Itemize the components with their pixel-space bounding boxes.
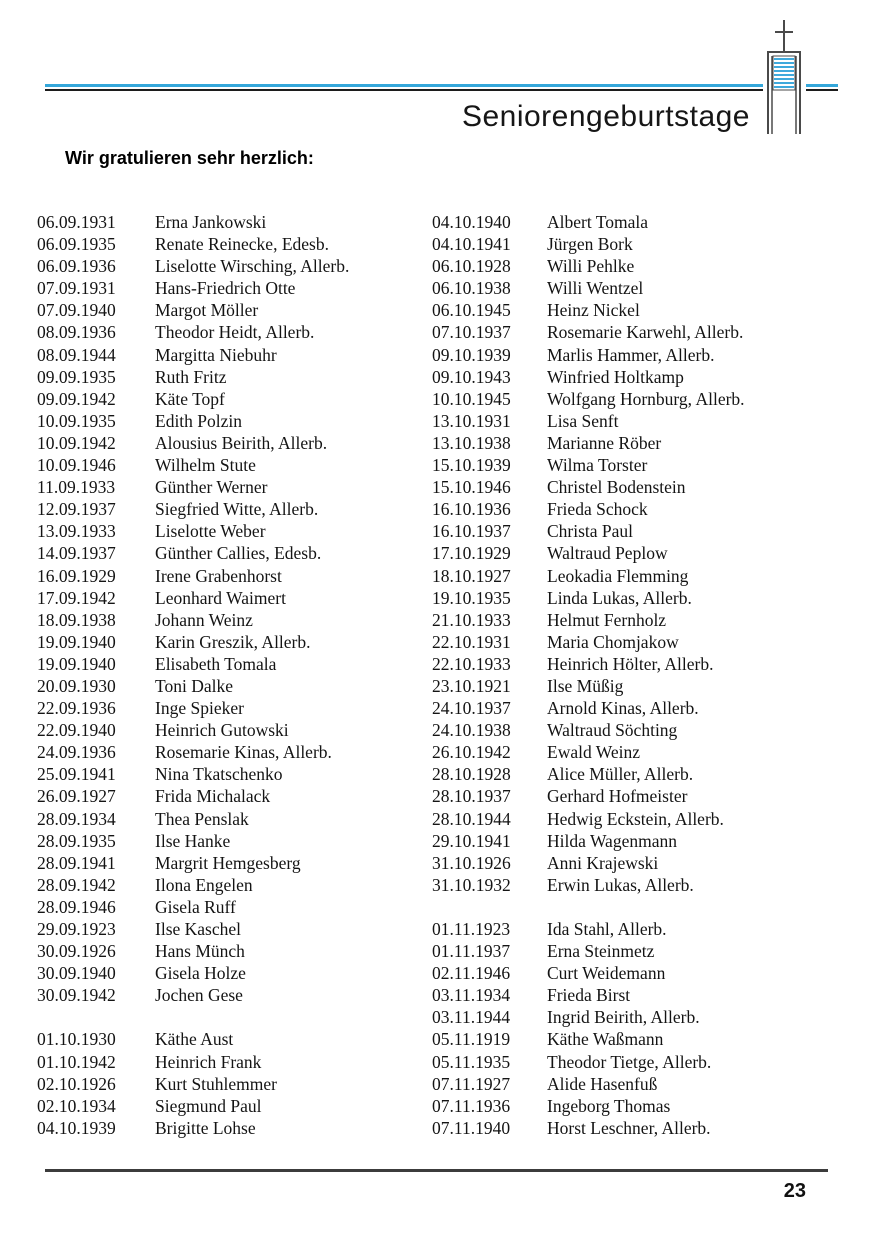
- birthdate: 07.09.1940: [37, 300, 116, 321]
- person-name: Ingeborg Thomas: [547, 1095, 671, 1116]
- birthday-row: [37, 918, 437, 940]
- person-name: Thea Penslak: [155, 808, 249, 829]
- birthday-row: [432, 1006, 862, 1028]
- person-name: Anni Krajewski: [547, 852, 659, 873]
- birthdate: 30.09.1926: [37, 941, 116, 962]
- birthday-column-left: [37, 211, 437, 1139]
- birthdate: 13.09.1933: [37, 521, 116, 542]
- birthday-row: [37, 211, 437, 233]
- birthday-row: [37, 962, 437, 984]
- birthdate: 08.09.1936: [37, 322, 116, 343]
- person-name: Theodor Heidt, Allerb.: [155, 322, 315, 343]
- birthday-row: [37, 675, 437, 697]
- person-name: Ilse Kaschel: [155, 919, 242, 939]
- birthdate: 28.10.1944: [432, 808, 511, 829]
- birthday-row: [432, 940, 862, 962]
- birthdate: 25.09.1941: [37, 764, 116, 785]
- person-name: Käte Topf: [155, 388, 225, 409]
- birthdate: 23.10.1921: [432, 675, 511, 696]
- person-name: Gerhard Hofmeister: [547, 786, 688, 807]
- header-rule-blue-right: [806, 84, 838, 87]
- birthdate: 10.09.1935: [37, 410, 116, 431]
- birthday-row: [432, 653, 862, 675]
- person-name: Elisabeth Tomala: [155, 653, 277, 674]
- birthdate: 06.10.1938: [432, 278, 511, 299]
- spacer-row: [37, 1006, 437, 1028]
- birthdate: 29.10.1941: [432, 830, 511, 851]
- birthdate: 03.11.1944: [432, 1007, 511, 1028]
- birthdate: 18.10.1927: [432, 565, 511, 586]
- birthdate: 07.11.1927: [432, 1073, 511, 1094]
- birthdate: 07.10.1937: [432, 322, 511, 343]
- birthdate: 03.11.1934: [432, 985, 511, 1006]
- person-name: Hans Münch: [155, 941, 245, 962]
- person-name: Gisela Holze: [155, 963, 246, 984]
- birthday-row: [432, 299, 862, 321]
- birthdate: 04.10.1939: [37, 1117, 116, 1138]
- header-rule-dark: [45, 89, 763, 91]
- person-name: Ilse Hanke: [155, 830, 231, 851]
- birthday-row: [37, 984, 437, 1006]
- birthdate: 06.10.1945: [432, 300, 511, 321]
- birthdate: 30.09.1942: [37, 985, 116, 1006]
- birthday-row: [37, 454, 437, 476]
- birthdate: 02.10.1934: [37, 1095, 116, 1116]
- person-name: Alide Hasenfuß: [547, 1073, 658, 1094]
- person-name: Winfried Holtkamp: [547, 366, 684, 387]
- birthday-row: [37, 852, 437, 874]
- birthday-row: [37, 410, 437, 432]
- person-name: Margitta Niebuhr: [155, 344, 277, 365]
- person-name: Toni Dalke: [155, 675, 233, 696]
- person-name: Erna Steinmetz: [547, 941, 655, 962]
- person-name: Liselotte Wirsching, Allerb.: [155, 256, 350, 277]
- header-rule-blue: [45, 84, 763, 87]
- person-name: Rosemarie Karwehl, Allerb.: [547, 322, 744, 343]
- birthdate: 24.10.1937: [432, 698, 511, 719]
- header-rule-dark-right: [806, 89, 838, 91]
- birthdate: 05.11.1935: [432, 1051, 511, 1072]
- person-name: Willi Wentzel: [547, 278, 644, 299]
- birthdate: 28.09.1946: [37, 896, 116, 917]
- person-name: Maria Chomjakow: [547, 631, 679, 652]
- birthdate: 19.10.1935: [432, 587, 511, 608]
- person-name: Wolfgang Hornburg, Allerb.: [547, 388, 745, 409]
- birthdate: 15.10.1939: [432, 455, 511, 476]
- birthday-row: [432, 432, 862, 454]
- birthdate: 01.10.1942: [37, 1051, 116, 1072]
- person-name: Erwin Lukas, Allerb.: [547, 874, 694, 895]
- person-name: Käthe Waßmann: [547, 1029, 664, 1050]
- birthday-row: [37, 653, 437, 675]
- birthdate: 28.10.1937: [432, 786, 511, 807]
- person-name: Johann Weinz: [155, 609, 253, 630]
- birthday-row: [432, 1051, 862, 1073]
- person-name: Jochen Gese: [155, 985, 243, 1006]
- person-name: Hans-Friedrich Otte: [155, 278, 296, 299]
- person-name: Liselotte Weber: [155, 521, 266, 542]
- person-name: Waltraud Söchting: [547, 720, 678, 741]
- birthday-row: [37, 476, 437, 498]
- person-name: Rosemarie Kinas, Allerb.: [155, 742, 332, 763]
- birthday-row: [432, 344, 862, 366]
- birthdate: 21.10.1933: [432, 609, 511, 630]
- birthdate: 13.10.1931: [432, 410, 511, 431]
- birthday-row: [432, 918, 862, 940]
- person-name: Kurt Stuhlemmer: [155, 1073, 277, 1094]
- person-name: Ruth Fritz: [155, 366, 227, 387]
- person-name: Heinrich Gutowski: [155, 720, 289, 741]
- birthdate: 28.09.1942: [37, 874, 116, 895]
- birthdate: 31.10.1932: [432, 874, 511, 895]
- person-name: Günther Callies, Edesb.: [155, 543, 322, 564]
- birthdate: 16.10.1937: [432, 521, 511, 542]
- birthdate: 12.09.1937: [37, 499, 116, 520]
- person-name: Inge Spieker: [155, 698, 244, 719]
- birthday-row: [37, 344, 437, 366]
- birthday-row: [37, 741, 437, 763]
- person-name: Heinrich Hölter, Allerb.: [547, 653, 714, 674]
- church-tower-icon: [766, 18, 802, 139]
- birthday-row: [37, 542, 437, 564]
- birthday-row: [37, 366, 437, 388]
- birthday-row: [432, 609, 862, 631]
- birthday-row: [37, 896, 437, 918]
- birthday-row: [432, 675, 862, 697]
- birthday-row: [37, 1051, 437, 1073]
- birthdate: 09.10.1939: [432, 344, 511, 365]
- birthdate: 26.09.1927: [37, 786, 116, 807]
- person-name: Margrit Hemgesberg: [155, 852, 301, 873]
- birthday-row: [432, 211, 862, 233]
- person-name: Edith Polzin: [155, 410, 243, 431]
- birthdate: 07.11.1936: [432, 1095, 511, 1116]
- birthdate: 19.09.1940: [37, 653, 116, 674]
- person-name: Hedwig Eckstein, Allerb.: [547, 808, 724, 829]
- person-name: Nina Tkatschenko: [155, 764, 283, 785]
- birthdate: 08.09.1944: [37, 344, 116, 365]
- footer-rule-dark: [45, 1169, 828, 1172]
- birthday-row: [37, 255, 437, 277]
- person-name: Christel Bodenstein: [547, 477, 686, 498]
- birthday-row: [432, 498, 862, 520]
- person-name: Theodor Tietge, Allerb.: [547, 1051, 712, 1072]
- birthdate: 09.09.1935: [37, 366, 116, 387]
- birthdate: 28.10.1928: [432, 764, 511, 785]
- person-name: Erna Jankowski: [155, 212, 267, 232]
- spacer-row: [432, 896, 862, 918]
- birthdate: 10.09.1946: [37, 455, 116, 476]
- birthdate: 02.11.1946: [432, 963, 511, 984]
- person-name: Marianne Röber: [547, 432, 662, 453]
- birthday-row: [432, 476, 862, 498]
- birthdate: 09.10.1943: [432, 366, 511, 387]
- birthday-row: [37, 565, 437, 587]
- birthday-column-right: [432, 211, 862, 1139]
- birthdate: 24.10.1938: [432, 720, 511, 741]
- birthday-row: [432, 542, 862, 564]
- birthday-row: [37, 763, 437, 785]
- page-title: Seniorengeburtstage: [461, 100, 750, 133]
- birthday-row: [37, 388, 437, 410]
- birthday-row: [432, 410, 862, 432]
- birthday-row: [37, 321, 437, 343]
- birthdate: 16.10.1936: [432, 499, 511, 520]
- birthdate: 28.09.1941: [37, 852, 116, 873]
- birthday-row: [432, 255, 862, 277]
- person-name: Ewald Weinz: [547, 742, 641, 763]
- birthdate: 02.10.1926: [37, 1073, 116, 1094]
- birthdate: 06.09.1931: [37, 212, 116, 232]
- person-name: Alousius Beirith, Allerb.: [155, 432, 328, 453]
- birthday-row: [37, 830, 437, 852]
- person-name: Waltraud Peplow: [547, 543, 668, 564]
- birthday-row: [432, 962, 862, 984]
- birthday-row: [432, 984, 862, 1006]
- birthday-row: [37, 587, 437, 609]
- birthdate: 31.10.1926: [432, 852, 511, 873]
- person-name: Leokadia Flemming: [547, 565, 689, 586]
- person-name: Frieda Schock: [547, 499, 648, 520]
- birthdate: 07.11.1940: [432, 1117, 511, 1138]
- person-name: Willi Pehlke: [547, 256, 635, 277]
- person-name: Alice Müller, Allerb.: [547, 764, 694, 785]
- person-name: Wilhelm Stute: [155, 455, 256, 476]
- birthdate: 28.09.1934: [37, 808, 116, 829]
- person-name: Ingrid Beirith, Allerb.: [547, 1007, 700, 1028]
- birthdate: 01.11.1923: [432, 919, 511, 939]
- birthdate: 26.10.1942: [432, 742, 511, 763]
- person-name: Siegmund Paul: [155, 1095, 262, 1116]
- birthday-row: [432, 1095, 862, 1117]
- birthdate: 10.09.1942: [37, 432, 116, 453]
- person-name: Arnold Kinas, Allerb.: [547, 698, 699, 719]
- birthday-row: [432, 830, 862, 852]
- person-name: Margot Möller: [155, 300, 259, 321]
- birthday-row: [432, 454, 862, 476]
- person-name: Ilse Müßig: [547, 675, 624, 696]
- birthday-row: [432, 763, 862, 785]
- birthdate: 22.09.1936: [37, 698, 116, 719]
- person-name: Wilma Torster: [547, 455, 648, 476]
- birthday-row: [37, 1095, 437, 1117]
- page-number: 23: [783, 1180, 806, 1202]
- birthdate: 11.09.1933: [37, 477, 116, 498]
- person-name: Hilda Wagenmann: [547, 830, 677, 851]
- birthdate: 20.09.1930: [37, 675, 116, 696]
- birthday-row: [432, 785, 862, 807]
- birthday-row: [37, 299, 437, 321]
- person-name: Marlis Hammer, Allerb.: [547, 344, 715, 365]
- birthdate: 10.10.1945: [432, 388, 511, 409]
- birthday-row: [432, 808, 862, 830]
- birthdate: 22.10.1933: [432, 653, 511, 674]
- birthdate: 01.11.1937: [432, 941, 511, 962]
- birthday-row: [432, 520, 862, 542]
- birthday-row: [37, 233, 437, 255]
- birthday-row: [432, 277, 862, 299]
- birthday-row: [37, 498, 437, 520]
- birthday-row: [37, 1117, 437, 1139]
- person-name: Linda Lukas, Allerb.: [547, 587, 692, 608]
- birthday-row: [432, 697, 862, 719]
- birthday-row: [37, 874, 437, 896]
- birthday-row: [37, 609, 437, 631]
- person-name: Curt Weidemann: [547, 963, 666, 984]
- birthdate: 16.09.1929: [37, 565, 116, 586]
- birthday-row: [37, 432, 437, 454]
- birthday-row: [37, 808, 437, 830]
- birthday-row: [432, 565, 862, 587]
- birthday-row: [37, 697, 437, 719]
- birthdate: 05.11.1919: [432, 1029, 511, 1050]
- birthday-row: [432, 874, 862, 896]
- birthday-row: [432, 741, 862, 763]
- person-name: Horst Leschner, Allerb.: [547, 1117, 711, 1138]
- birthday-row: [37, 520, 437, 542]
- person-name: Frida Michalack: [155, 786, 271, 807]
- birthdate: 15.10.1946: [432, 477, 511, 498]
- person-name: Leonhard Waimert: [155, 587, 286, 608]
- birthday-row: [432, 852, 862, 874]
- intro-greeting: Wir gratulieren sehr herzlich:: [65, 148, 314, 168]
- birthdate: 14.09.1937: [37, 543, 116, 564]
- birthdate: 06.09.1936: [37, 256, 116, 277]
- birthdate: 07.09.1931: [37, 278, 116, 299]
- birthdate: 18.09.1938: [37, 609, 116, 630]
- person-name: Günther Werner: [155, 477, 268, 498]
- birthday-row: [432, 587, 862, 609]
- person-name: Lisa Senft: [547, 410, 619, 431]
- person-name: Helmut Fernholz: [547, 609, 667, 630]
- person-name: Karin Greszik, Allerb.: [155, 631, 311, 652]
- person-name: Christa Paul: [547, 521, 634, 542]
- birthdate: 13.10.1938: [432, 432, 511, 453]
- person-name: Frieda Birst: [547, 985, 631, 1006]
- birthdate: 09.09.1942: [37, 388, 116, 409]
- person-name: Käthe Aust: [155, 1029, 234, 1050]
- birthdate: 22.10.1931: [432, 631, 511, 652]
- birthdate: 28.09.1935: [37, 830, 116, 851]
- birthday-row: [37, 940, 437, 962]
- birthdate: 06.10.1928: [432, 256, 511, 277]
- birthdate: 17.09.1942: [37, 587, 116, 608]
- birthday-row: [37, 1073, 437, 1095]
- birthdate: 19.09.1940: [37, 631, 116, 652]
- birthday-row: [432, 1117, 862, 1139]
- person-name: Albert Tomala: [547, 212, 648, 232]
- person-name: Renate Reinecke, Edesb.: [155, 234, 329, 255]
- birthday-row: [37, 719, 437, 741]
- birthdate: 17.10.1929: [432, 543, 511, 564]
- birthday-row: [432, 1028, 862, 1050]
- birthday-row: [432, 321, 862, 343]
- person-name: Brigitte Lohse: [155, 1117, 256, 1138]
- birthday-row: [432, 233, 862, 255]
- birthday-row: [432, 366, 862, 388]
- birthday-row: [37, 631, 437, 653]
- birthdate: 06.09.1935: [37, 234, 116, 255]
- birthday-row: [432, 631, 862, 653]
- birthday-row: [432, 1073, 862, 1095]
- birthday-row: [432, 388, 862, 410]
- birthdate: 30.09.1940: [37, 963, 116, 984]
- person-name: Ida Stahl, Allerb.: [547, 919, 667, 939]
- person-name: Gisela Ruff: [155, 896, 236, 917]
- person-name: Heinz Nickel: [547, 300, 640, 321]
- birthdate: 24.09.1936: [37, 742, 116, 763]
- person-name: Siegfried Witte, Allerb.: [155, 499, 319, 520]
- birthdate: 04.10.1941: [432, 234, 511, 255]
- birthdate: 22.09.1940: [37, 720, 116, 741]
- person-name: Ilona Engelen: [155, 874, 253, 895]
- birthday-row: [37, 277, 437, 299]
- birthdate: 04.10.1940: [432, 212, 511, 232]
- person-name: Jürgen Bork: [547, 234, 633, 255]
- person-name: Heinrich Frank: [155, 1051, 262, 1072]
- birthday-row: [432, 719, 862, 741]
- birthdate: 29.09.1923: [37, 919, 116, 939]
- birthday-row: [37, 1028, 437, 1050]
- birthdate: 01.10.1930: [37, 1029, 116, 1050]
- birthday-row: [37, 785, 437, 807]
- person-name: Irene Grabenhorst: [155, 565, 282, 586]
